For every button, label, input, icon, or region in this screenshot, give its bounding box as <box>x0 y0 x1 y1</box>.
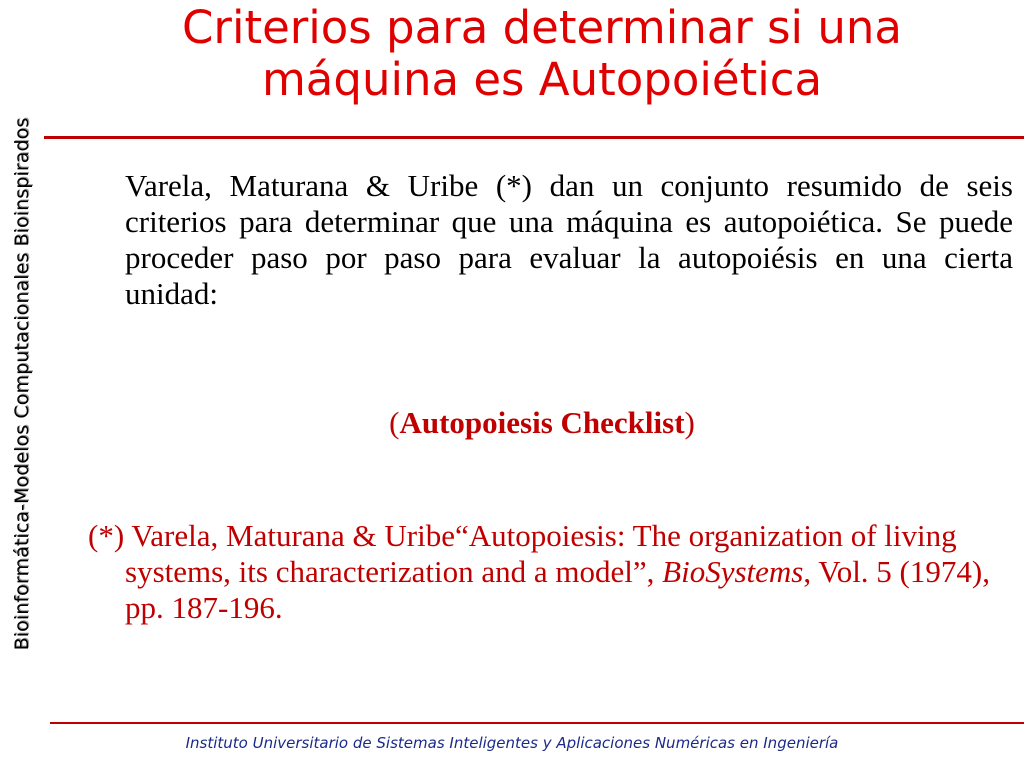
footer-institution: Instituto Universitario de Sistemas Inteligentes y Aplicaciones Numéricas en Ingeniería <box>185 734 839 752</box>
checklist-heading <box>60 405 1024 441</box>
footer-divider <box>50 722 1024 724</box>
checklist-label: Autopoiesis Checklist <box>399 405 685 440</box>
checklist-close-paren: ) <box>684 405 695 440</box>
reference-journal: BioSystems <box>662 554 804 589</box>
reference-citation <box>88 518 1003 626</box>
slide-title-line-2: máquina es Autopoiética <box>261 53 823 106</box>
title-divider <box>44 136 1024 139</box>
sidebar-vertical-title: Bioinformática-Modelos Computacionales Bioinspirados <box>11 117 33 651</box>
reference-prefix: (*) Varela, Maturana & Uribe“Autopoiesis: The organization of living systems, its characterization and a model”, <box>88 518 957 589</box>
slide-title <box>60 2 1024 106</box>
checklist-open-paren: ( <box>389 405 400 440</box>
reference-suffix: , Vol. 5 (1974), pp. 187-196. <box>125 554 990 625</box>
sidebar-band <box>0 0 44 768</box>
slide-title-line-1: Criterios para determinar si una <box>182 1 902 54</box>
body-paragraph: Varela, Maturana & Uribe (*) dan un conjunto resumido de seis criterios para determinar que una máquina es autopoiética. Se puede proceder paso por paso para evaluar la autopoiésis en una cierta unidad: <box>125 168 1013 311</box>
